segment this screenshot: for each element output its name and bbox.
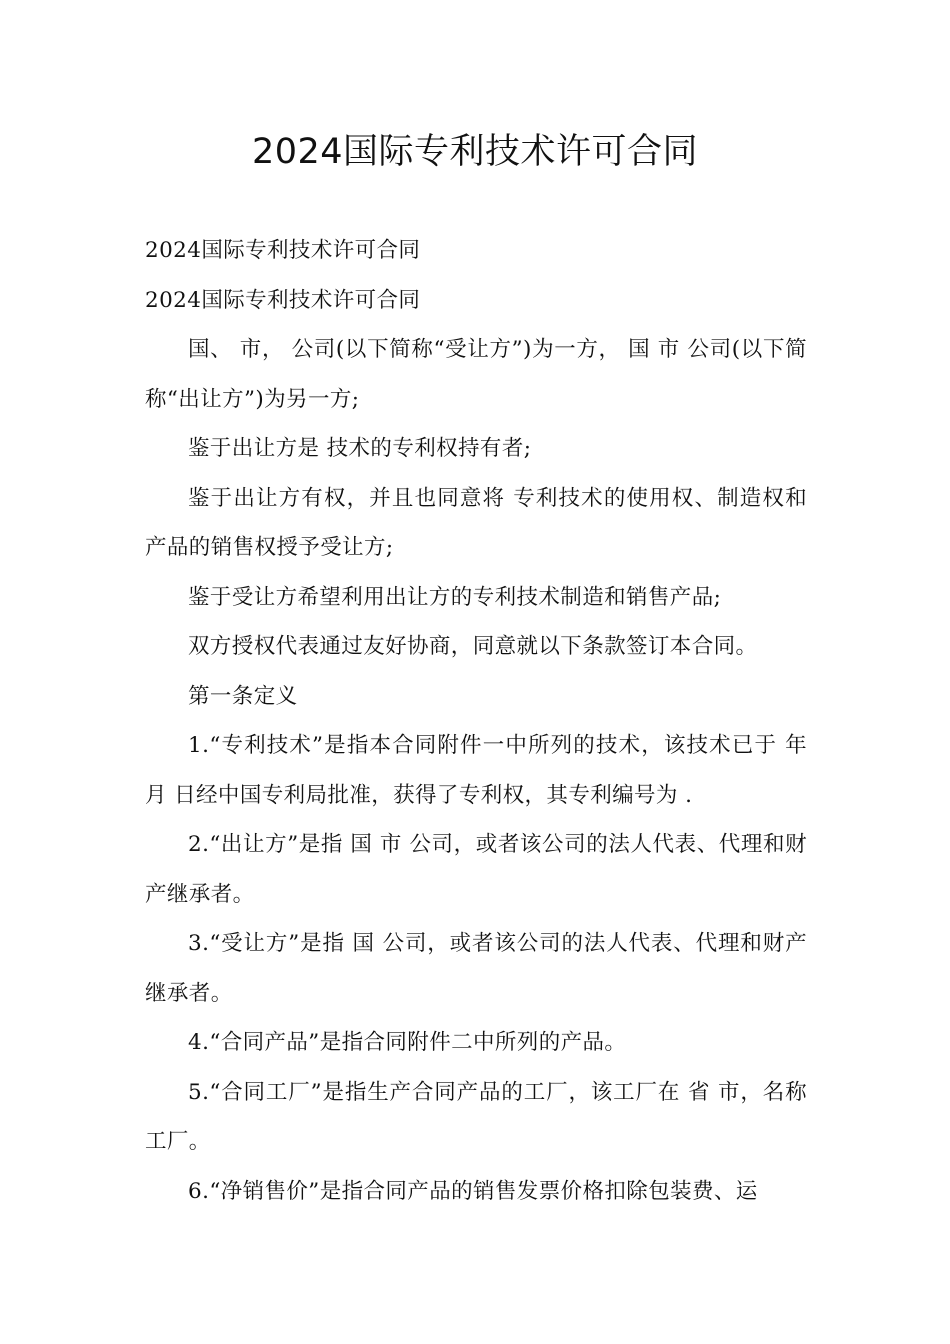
body-paragraph: 双方授权代表通过友好协商，同意就以下条款签订本合同。 — [188, 634, 758, 659]
body-paragraph: 3.“受让方”是指 国 公司，或者该公司的法人代表、代理和财产继承者。 — [145, 931, 807, 1006]
body-paragraph: 2024国际专利技术许可合同 — [145, 287, 421, 313]
body-paragraph: 鉴于受让方希望利用出让方的专利技术制造和销售产品; — [188, 584, 722, 610]
body-paragraph: 2.“出让方”是指 国 市 公司，或者该公司的法人代表、代理和财产继承者。 — [145, 832, 807, 907]
body-paragraph: 1.“专利技术”是指本合同附件一中所列的技术，该技术已于 年 月 日经中国专利局批准，获得了专利权，其专利编号为 . — [145, 733, 807, 808]
body-paragraph: 国、 市， 公司(以下简称“受让方”)为一方， 国 市 公司(以下简称“出让方”)为另一方; — [145, 337, 807, 412]
body-paragraph: 鉴于出让方是 技术的专利权持有者; — [188, 436, 532, 461]
body-paragraph: 第一条定义 — [188, 683, 298, 709]
body-paragraph: 鉴于出让方有权，并且也同意将 专利技术的使用权、制造权和产品的销售权授予受让方; — [145, 485, 807, 560]
body-paragraph: 5.“合同工厂”是指生产合同产品的工厂，该工厂在 省 市，名称 工厂。 — [145, 1079, 807, 1154]
document-body — [145, 226, 807, 1216]
document-title: 2024国际专利技术许可合同 — [251, 132, 699, 172]
body-paragraph: 4.“合同产品”是指合同附件二中所列的产品。 — [188, 1030, 627, 1055]
body-paragraph: 6.“净销售价”是指合同产品的销售发票价格扣除包装费、运 — [188, 1178, 758, 1204]
body-paragraph: 2024国际专利技术许可合同 — [145, 238, 421, 263]
